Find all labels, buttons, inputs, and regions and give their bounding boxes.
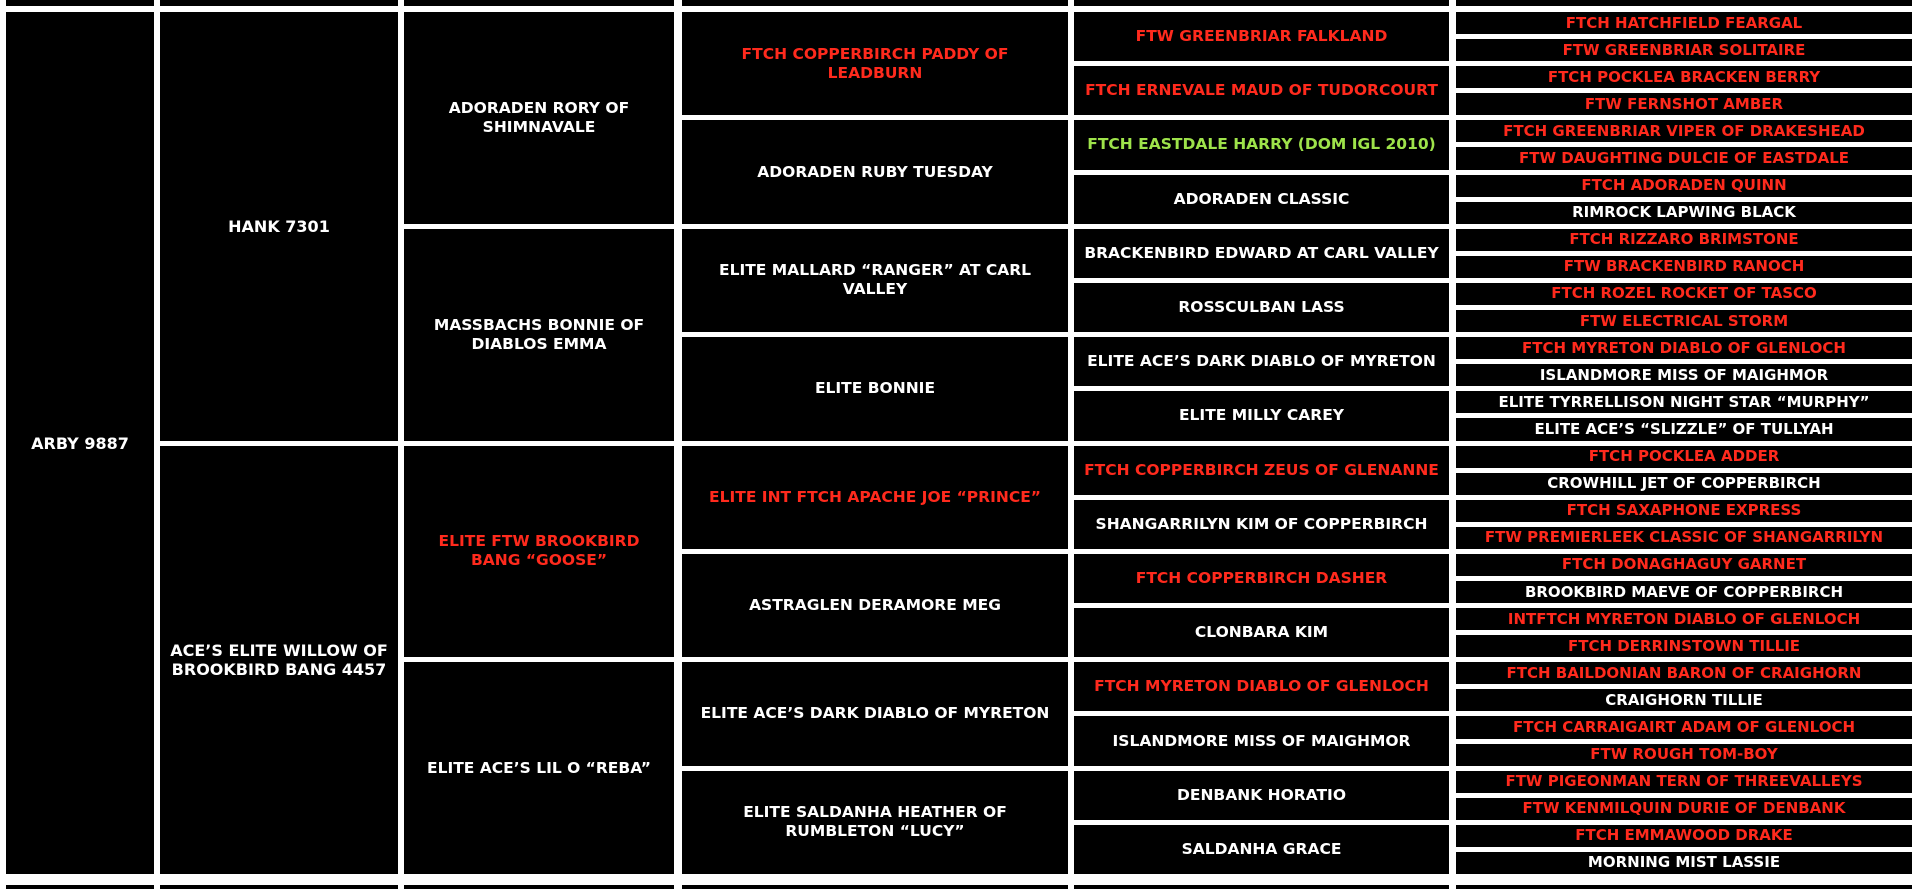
pedigree-gen3-cell — [682, 446, 1068, 549]
dog-name: FTCH BAILDONIAN BARON OF CRAIGHORN — [1506, 663, 1862, 682]
dog-name: FTCH HATCHFIELD FEARGAL — [1565, 13, 1803, 32]
dog-name: ELITE ACE’S DARK DIABLO OF MYRETON — [1087, 352, 1436, 371]
dog-name: FTW PREMIERLEEK CLASSIC OF SHANGARRILYN — [1484, 528, 1884, 547]
pedigree-edge-bottom — [6, 885, 154, 889]
pedigree-gen5-cell — [1456, 689, 1912, 711]
dog-name: FTCH ROZEL ROCKET OF TASCO — [1551, 284, 1817, 303]
pedigree-gen4-cell — [1074, 229, 1449, 278]
dog-name: ELITE ACE’S “SLIZZLE” OF TULLYAH — [1534, 419, 1834, 438]
pedigree-edge-top — [1074, 0, 1449, 6]
pedigree-gen5-cell — [1456, 391, 1912, 413]
dog-name: FTCH MYRETON DIABLO OF GLENLOCH — [1094, 677, 1429, 696]
dog-name: FTCH POCKLEA ADDER — [1588, 447, 1780, 466]
pedigree-gen4-cell — [1074, 120, 1449, 169]
pedigree-gen4-cell — [1074, 825, 1449, 874]
dog-name: ELITE MILLY CAREY — [1178, 406, 1345, 425]
pedigree-gen5-cell — [1456, 662, 1912, 684]
pedigree-gen5-cell — [1456, 283, 1912, 305]
pedigree-gen5-cell — [1456, 66, 1912, 88]
pedigree-gen5-cell — [1456, 446, 1912, 468]
dog-name: FTW BRACKENBIRD RANOCH — [1563, 257, 1805, 276]
pedigree-gen3-cell — [682, 771, 1068, 874]
pedigree-gen5-cell — [1456, 202, 1912, 224]
dog-name: ADORADEN CLASSIC — [1173, 189, 1350, 208]
pedigree-gen4-cell — [1074, 771, 1449, 820]
pedigree-gen5-cell — [1456, 798, 1912, 820]
dog-name: FTW PIGEONMAN TERN OF THREEVALLEYS — [1505, 772, 1863, 791]
pedigree-gen1-cell — [160, 12, 398, 441]
dog-name: FTW GREENBRIAR FALKLAND — [1135, 27, 1388, 46]
pedigree-gen5-cell — [1456, 364, 1912, 386]
dog-name: ASTRAGLEN DERAMORE MEG — [749, 596, 1001, 615]
pedigree-gen4-cell — [1074, 391, 1449, 440]
dog-name: MASSBACHS BONNIE OF DIABLOS EMMA — [433, 315, 645, 353]
dog-name: BROOKBIRD MAEVE OF COPPERBIRCH — [1524, 582, 1844, 601]
pedigree-gen4-cell — [1074, 662, 1449, 711]
pedigree-gen5-cell — [1456, 337, 1912, 359]
pedigree-gen5-cell — [1456, 175, 1912, 197]
pedigree-gen5-cell — [1456, 716, 1912, 738]
pedigree-edge-bottom — [1456, 885, 1912, 889]
pedigree-gen0-cell — [6, 12, 154, 874]
pedigree-gen4-cell — [1074, 175, 1449, 224]
dog-name: FTCH POCKLEA BRACKEN BERRY — [1547, 67, 1821, 86]
dog-name: FTCH ADORADEN QUINN — [1581, 176, 1787, 195]
pedigree-gen5-cell — [1456, 771, 1912, 793]
dog-name: ELITE TYRRELLISON NIGHT STAR “MURPHY” — [1498, 392, 1870, 411]
pedigree-gen4-cell — [1074, 554, 1449, 603]
pedigree-edge-bottom — [1074, 885, 1449, 889]
pedigree-gen5-cell — [1456, 554, 1912, 576]
pedigree-gen5-cell — [1456, 635, 1912, 657]
dog-name: ISLANDMORE MISS OF MAIGHMOR — [1112, 731, 1411, 750]
dog-name: FTCH SAXAPHONE EXPRESS — [1566, 501, 1802, 520]
dog-name: FTW ROUGH TOM-BOY — [1590, 745, 1778, 764]
dog-name: FTW ELECTRICAL STORM — [1579, 311, 1789, 330]
dog-name: FTW FERNSHOT AMBER — [1584, 94, 1784, 113]
pedigree-gen5-cell — [1456, 852, 1912, 874]
dog-name: FTCH GREENBRIAR VIPER OF DRAKESHEAD — [1503, 121, 1865, 140]
dog-name: FTCH CARRAIGAIRT ADAM OF GLENLOCH — [1512, 717, 1856, 736]
pedigree-gen2-cell — [404, 229, 674, 441]
pedigree-gen4-cell — [1074, 283, 1449, 332]
dog-name: INTFTCH MYRETON DIABLO OF GLENLOCH — [1507, 609, 1861, 628]
dog-name: ELITE MALLARD “RANGER” AT CARL VALLEY — [718, 261, 1032, 299]
pedigree-gen4-cell — [1074, 337, 1449, 386]
pedigree-edge-top — [6, 0, 154, 6]
pedigree-gen3-cell — [682, 12, 1068, 115]
pedigree-gen5-cell — [1456, 256, 1912, 278]
pedigree-gen5-cell — [1456, 120, 1912, 142]
pedigree-gen5-cell — [1456, 825, 1912, 847]
dog-name: HANK 7301 — [228, 216, 330, 236]
dog-name: BRACKENBIRD EDWARD AT CARL VALLEY — [1084, 243, 1439, 262]
dog-name: CROWHILL JET OF COPPERBIRCH — [1547, 474, 1821, 493]
dog-name: ELITE BONNIE — [814, 379, 936, 398]
pedigree-gen2-cell — [404, 12, 674, 224]
pedigree-gen2-cell — [404, 662, 674, 874]
dog-name: FTCH COPPERBIRCH PADDY OF LEADBURN — [741, 44, 1009, 82]
pedigree-edge-top — [160, 0, 398, 6]
dog-name: FTW DAUGHTING DULCIE OF EASTDALE — [1518, 149, 1849, 168]
dog-name: FTCH RIZZARO BRIMSTONE — [1569, 230, 1799, 249]
dog-name: FTW KENMILQUIN DURIE OF DENBANK — [1522, 799, 1846, 818]
pedigree-gen3-cell — [682, 337, 1068, 440]
dog-name: ELITE ACE’S LIL O “REBA” — [427, 758, 651, 777]
pedigree-gen5-cell — [1456, 147, 1912, 169]
pedigree-gen5-cell — [1456, 473, 1912, 495]
pedigree-gen5-cell — [1456, 39, 1912, 61]
dog-name: RIMROCK LAPWING BLACK — [1572, 203, 1796, 222]
dog-name: SHANGARRILYN KIM OF COPPERBIRCH — [1095, 514, 1428, 533]
dog-name: FTCH EASTDALE HARRY (DOM IGL 2010) — [1087, 135, 1436, 154]
pedigree-gen3-cell — [682, 554, 1068, 657]
dog-name: FTCH DONAGHAGUY GARNET — [1561, 555, 1807, 574]
pedigree-gen3-cell — [682, 229, 1068, 332]
pedigree-gen5-cell — [1456, 229, 1912, 251]
dog-name: MORNING MIST LASSIE — [1587, 853, 1781, 872]
pedigree-gen4-cell — [1074, 12, 1449, 61]
dog-name: FTW GREENBRIAR SOLITAIRE — [1562, 40, 1806, 59]
dog-name: FTCH COPPERBIRCH DASHER — [1135, 568, 1388, 587]
dog-name: FTCH EMMAWOOD DRAKE — [1575, 826, 1793, 845]
pedigree-gen5-cell — [1456, 608, 1912, 630]
dog-name: FTCH DERRINSTOWN TILLIE — [1567, 636, 1801, 655]
pedigree-gen4-cell — [1074, 608, 1449, 657]
pedigree-gen5-cell — [1456, 500, 1912, 522]
dog-name: FTCH ERNEVALE MAUD OF TUDORCOURT — [1085, 81, 1438, 100]
pedigree-edge-top — [404, 0, 674, 6]
pedigree-gen2-cell — [404, 446, 674, 658]
dog-name: ACE’S ELITE WILLOW OF BROOKBIRD BANG 4457 — [170, 640, 388, 679]
dog-name: ARBY 9887 — [31, 433, 129, 453]
dog-name: ELITE FTW BROOKBIRD BANG “GOOSE” — [438, 532, 640, 570]
pedigree-gen1-cell — [160, 446, 398, 875]
dog-name: DENBANK HORATIO — [1176, 785, 1346, 804]
pedigree-gen5-cell — [1456, 12, 1912, 34]
dog-name: CRAIGHORN TILLIE — [1605, 690, 1763, 709]
dog-name: SALDANHA GRACE — [1181, 839, 1342, 858]
dog-name: ELITE SALDANHA HEATHER OF RUMBLETON “LUCY” — [743, 803, 1007, 841]
pedigree-gen5-cell — [1456, 581, 1912, 603]
pedigree-gen5-cell — [1456, 527, 1912, 549]
pedigree-gen3-cell — [682, 662, 1068, 765]
dog-name: ELITE ACE’S DARK DIABLO OF MYRETON — [700, 704, 1050, 723]
dog-name: FTCH MYRETON DIABLO OF GLENLOCH — [1522, 338, 1846, 357]
pedigree-gen5-cell — [1456, 93, 1912, 115]
pedigree-gen3-cell — [682, 120, 1068, 223]
dog-name: CLONBARA KIM — [1194, 623, 1329, 642]
pedigree-edge-top — [1456, 0, 1912, 6]
pedigree-gen5-cell — [1456, 418, 1912, 440]
pedigree-gen5-cell — [1456, 310, 1912, 332]
pedigree-edge-bottom — [160, 885, 398, 889]
dog-name: FTCH COPPERBIRCH ZEUS OF GLENANNE — [1084, 460, 1439, 479]
pedigree-gen4-cell — [1074, 446, 1449, 495]
dog-name: ROSSCULBAN LASS — [1178, 298, 1345, 317]
pedigree-edge-bottom — [682, 885, 1068, 889]
pedigree-gen4-cell — [1074, 66, 1449, 115]
dog-name: ADORADEN RUBY TUESDAY — [757, 162, 993, 181]
dog-name: ISLANDMORE MISS OF MAIGHMOR — [1539, 365, 1829, 384]
dog-name: ELITE INT FTCH APACHE JOE “PRINCE” — [709, 487, 1041, 506]
pedigree-gen5-cell — [1456, 744, 1912, 766]
dog-name: ADORADEN RORY OF SHIMNAVALE — [448, 98, 630, 136]
pedigree-edge-top — [682, 0, 1068, 6]
pedigree-edge-bottom — [404, 885, 674, 889]
pedigree-gen4-cell — [1074, 716, 1449, 765]
pedigree-gen4-cell — [1074, 500, 1449, 549]
